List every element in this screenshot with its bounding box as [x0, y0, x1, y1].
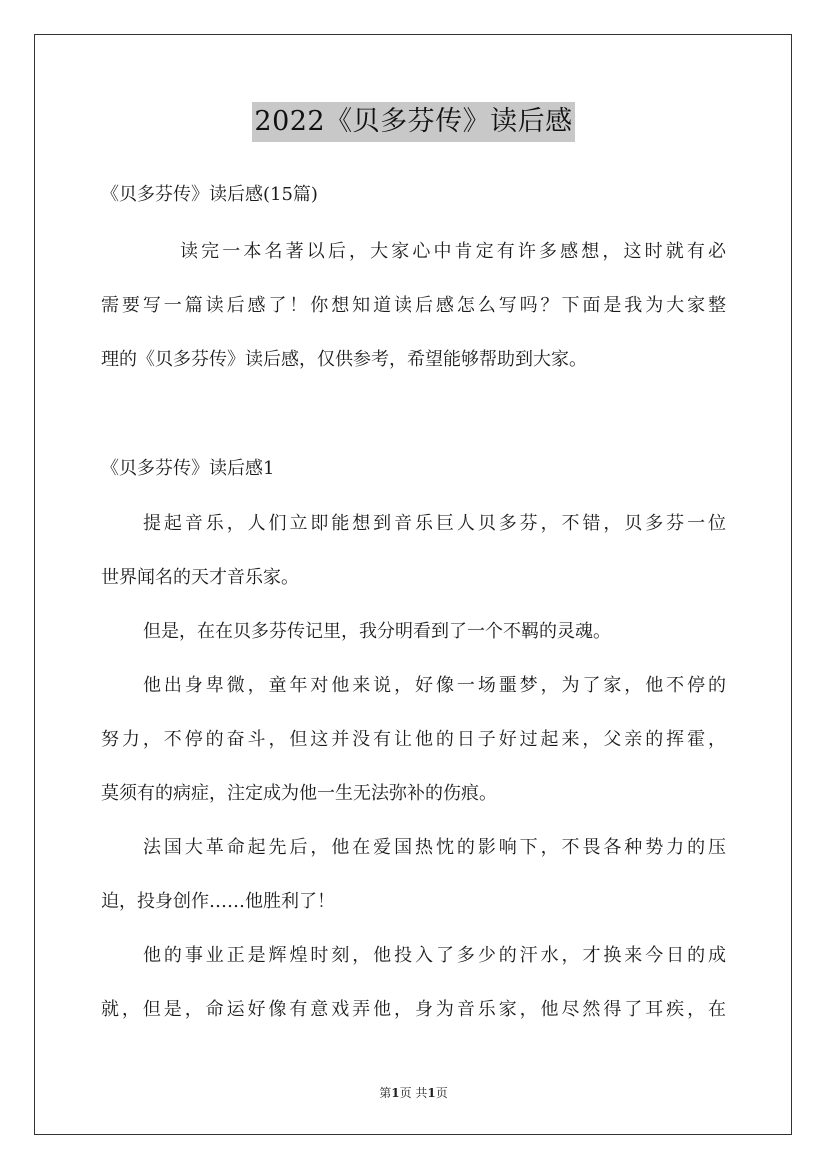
document-title: 2022《贝多芬传》读后感	[252, 102, 574, 142]
body-line-2: 世界闻名的天才音乐家。	[101, 567, 299, 588]
footer-total-pages: 1	[427, 1086, 436, 1100]
footer-mid: 页 共	[399, 1086, 428, 1100]
footer-prefix: 第	[379, 1086, 392, 1100]
intro-line-1: 读完一本名著以后，大家心中肯定有许多感想，这时就有必	[180, 241, 726, 262]
body-line-6: 莫须有的病症，注定成为他一生无法弥补的伤痕。	[101, 783, 497, 804]
body-line-1: 提起音乐，人们立即能想到音乐巨人贝多芬，不错，贝多芬一位	[143, 513, 726, 534]
body-line-4: 他出身卑微，童年对他来说，好像一场噩梦，为了家，他不停的	[143, 675, 726, 696]
title-container	[0, 102, 827, 142]
footer-suffix: 页	[435, 1086, 448, 1100]
body-line-8: 迫，投身创作……他胜利了！	[101, 891, 335, 912]
page-footer	[0, 1084, 827, 1101]
intro-line-2: 需要写一篇读后感了！你想知道读后感怎么写吗？下面是我为大家整	[101, 295, 726, 316]
section-heading: 《贝多芬传》读后感1	[101, 458, 275, 479]
body-line-10: 就，但是，命运好像有意戏弄他，身为音乐家，他尽然得了耳疾，在	[101, 999, 726, 1020]
body-line-7: 法国大革命起先后，他在爱国热忱的影响下，不畏各种势力的压	[143, 837, 726, 858]
footer-page-number: 1	[391, 1086, 400, 1100]
intro-line-3: 理的《贝多芬传》读后感，仅供参考，希望能够帮助到大家。	[101, 349, 587, 370]
body-line-9: 他的事业正是辉煌时刻，他投入了多少的汗水，才换来今日的成	[143, 945, 726, 966]
body-line-3: 但是，在在贝多芬传记里，我分明看到了一个不羁的灵魂。	[143, 621, 611, 642]
subtitle: 《贝多芬传》读后感(15篇)	[101, 184, 318, 205]
body-line-5: 努力，不停的奋斗，但这并没有让他的日子好过起来，父亲的挥霍，	[101, 729, 726, 750]
